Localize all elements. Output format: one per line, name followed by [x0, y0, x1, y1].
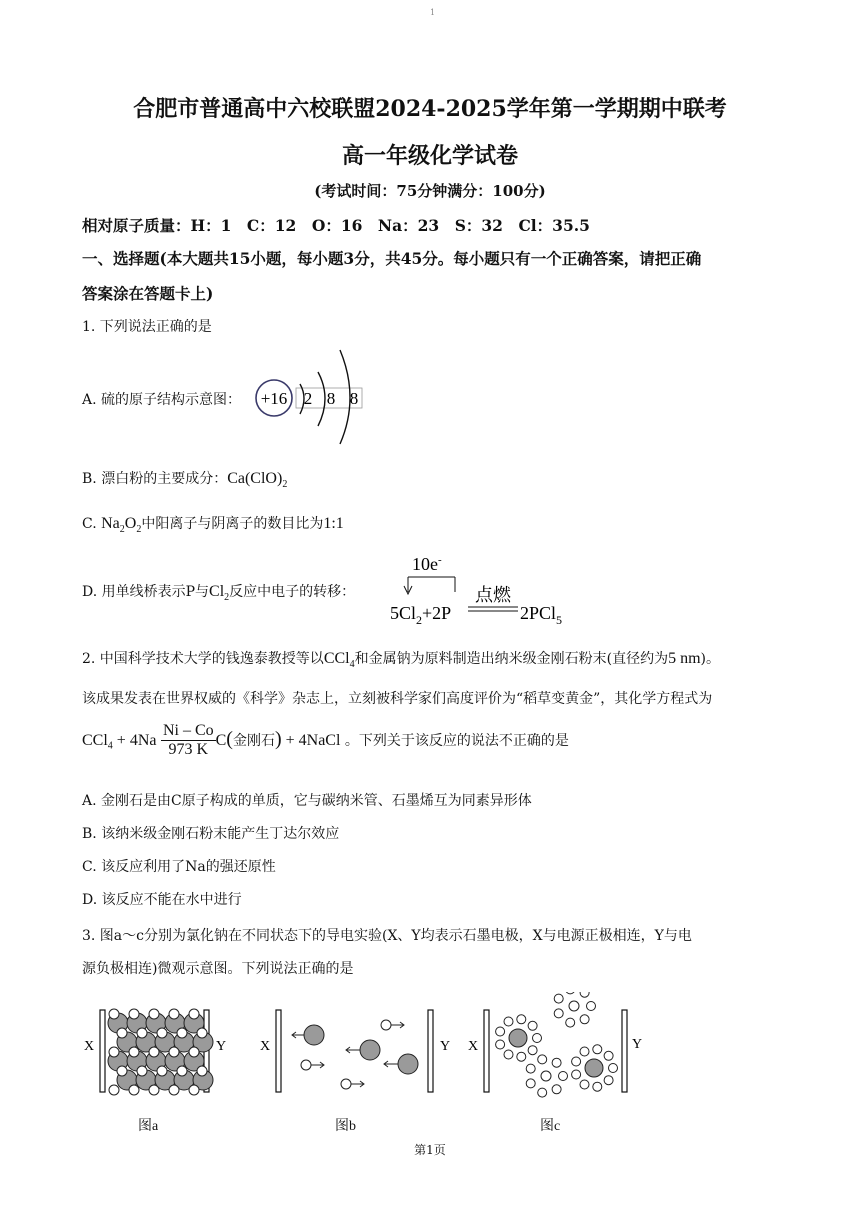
water-molecule [593, 1045, 602, 1054]
eq-nacl: + 4NaCl [281, 731, 341, 749]
eq-carbon: C [215, 731, 227, 749]
water-molecule [496, 1040, 505, 1049]
lattice-ion-small [169, 1047, 179, 1057]
figure-b-caption: 图b [335, 1119, 356, 1134]
product: 2PCl$_5$ [520, 603, 563, 627]
eq-diamond: 金刚石 [232, 732, 275, 749]
electrode-y-label: Y [632, 1037, 643, 1052]
lattice-ion-small [189, 1085, 199, 1095]
electron-transfer-equation [386, 548, 586, 630]
water-molecule [580, 1015, 589, 1024]
lattice-ion-small [189, 1009, 199, 1019]
q2-line1: 2. 中国科学技术大学的钱逸泰教授等以CCl$_4$和金属钠为原料制造出纳米级金刚石粉末(直径约为5 nm)。 [82, 650, 720, 670]
q2-line2: 该成果发表在世界权威的《科学》杂志上，立刻被科学家们高度评价为“稻草变黄金”，其化学方程式为 [82, 691, 713, 707]
q2-option-b: B. 该纳米级金刚石粉末能产生丁达尔效应 [82, 826, 340, 842]
figure-a-caption: 图a [138, 1119, 159, 1134]
chloride-ion [381, 1020, 391, 1030]
lattice-ion-small [197, 1066, 207, 1076]
water-molecule [559, 1072, 568, 1081]
q2-option-a: A. 金刚石是由C原子构成的单质，它与碳纳米管、石墨烯互为同素异形体 [82, 793, 532, 809]
shell-arc-3 [340, 350, 350, 444]
q1-option-b-label: B. 漂白粉的主要成分： [82, 471, 228, 487]
lattice-ion-small [117, 1028, 127, 1038]
o-symbol: O [124, 515, 137, 532]
lattice-ion-small [129, 1009, 139, 1019]
q1-option-d-text: 反应中电子的转移： [229, 584, 356, 600]
reactants: $5Cl_2+2P$ [390, 603, 452, 627]
sodium-ion [398, 1054, 418, 1074]
electrode-y-label: Y [440, 1039, 451, 1054]
sodium-ion [509, 1029, 527, 1047]
water-molecule [580, 1080, 589, 1089]
lattice-ion-small [157, 1028, 167, 1038]
atomic-masses: 相对原子质量：H：1 C：12 O：16 Na：23 S：32 Cl：35.5 [82, 216, 590, 235]
lattice-ion-small [177, 1028, 187, 1038]
q1-option-b [82, 468, 287, 490]
water-molecule [593, 1082, 602, 1091]
water-molecule [504, 1050, 513, 1059]
eq-catalyst: Ni – Co [161, 722, 216, 741]
figure-a-solid-nacl [80, 998, 240, 1108]
water-molecule [552, 1085, 561, 1094]
hydrated-ions [496, 992, 618, 1097]
lattice-ion-small [117, 1066, 127, 1076]
water-molecule [566, 1018, 575, 1027]
chloride-ion [301, 1060, 311, 1070]
lattice-ion-small [169, 1009, 179, 1019]
q1-option-c-ratio: 1:1 [323, 515, 344, 532]
nacl-lattice [108, 1009, 213, 1095]
water-molecule [580, 992, 589, 997]
exam-info: (考试时间：75分钟满分：100分) [314, 182, 546, 200]
shell-1-count: 2 [303, 389, 313, 408]
lattice-ion-small [137, 1028, 147, 1038]
eq-na: + 4Na [112, 731, 157, 749]
water-molecule [538, 1055, 547, 1064]
water-molecule [526, 1079, 535, 1088]
electrode-x-label: X [260, 1039, 271, 1054]
electron-count-label: 10e- [412, 554, 442, 574]
lattice-ion-small [149, 1009, 159, 1019]
q2-equation: CCl$_4$ + 4Na $\frac{Ni - Co}{973 K}$ C(金刚石) + 4NaCl 。下列关于该反应的说法不正确的是 [82, 722, 569, 759]
water-molecule [533, 1034, 542, 1043]
shell-2-count: 8 [326, 389, 336, 408]
sodium-ion [585, 1059, 603, 1077]
shell-3-count: 8 [349, 389, 359, 408]
sulfur-atom-structure-diagram [248, 344, 368, 446]
reaction-condition: 点燃 [475, 585, 511, 606]
na-subscript: 2 [119, 523, 125, 535]
q2-option-d: D. 该反应不能在水中进行 [82, 892, 242, 908]
lattice-ion-small [137, 1066, 147, 1076]
page-footer: 第1页 [414, 1143, 446, 1157]
page-marker: 1 [430, 8, 436, 17]
q1-option-d-label: D. 用单线桥表示P与 [82, 584, 210, 600]
shell-arc-2 [318, 372, 325, 426]
q1-option-a-label: A. 硫的原子结构示意图： [82, 392, 242, 408]
water-molecule [552, 1058, 561, 1067]
q1-option-b-sub: 2 [282, 478, 288, 490]
exam-title: 合肥市普通高中六校联盟2024-2025学年第一学期期中联考 [133, 96, 727, 122]
na-symbol: Na [101, 515, 120, 532]
o-subscript: 2 [136, 523, 142, 535]
lattice-ion-small [197, 1028, 207, 1038]
water-molecule [580, 1047, 589, 1056]
section-heading-line2: 答案涂在答题卡上) [82, 284, 214, 303]
cl-symbol: Cl [209, 583, 225, 600]
sodium-ion [304, 1025, 324, 1045]
electrode-y-label: Y [216, 1039, 227, 1054]
electrode-y [428, 1010, 433, 1092]
water-molecule [604, 1051, 613, 1060]
chloride-ion [341, 1079, 351, 1089]
q2-option-c: C. 该反应利用了Na的强还原性 [82, 859, 276, 875]
electrode-x-label: X [468, 1039, 479, 1054]
water-molecule [528, 1021, 537, 1030]
water-molecule [572, 1070, 581, 1079]
water-molecule [538, 1088, 547, 1097]
electrode-y [622, 1010, 627, 1092]
lattice-ion-small [149, 1047, 159, 1057]
water-molecule [554, 994, 563, 1003]
figure-c-caption: 图c [540, 1119, 561, 1134]
lattice-ion-small [157, 1066, 167, 1076]
exam-subtitle: 高一年级化学试卷 [341, 143, 518, 169]
q1-option-c-text: 中阳离子与阴离子的数目比为 [141, 516, 324, 532]
lattice-ion-small [189, 1047, 199, 1057]
q1-stem: 1. 下列说法正确的是 [82, 319, 212, 335]
water-molecule [554, 1009, 563, 1018]
water-molecule [572, 1057, 581, 1066]
lattice-ion-small [149, 1085, 159, 1095]
section-heading-line1: 一、选择题(本大题共15小题，每小题3分，共45分。每小题只有一个正确答案，请把正确 [82, 249, 702, 268]
chloride-ion [569, 1001, 579, 1011]
electrode-x [100, 1010, 105, 1092]
water-molecule [604, 1076, 613, 1085]
lattice-ion-small [177, 1066, 187, 1076]
figure-c-nacl-solution [464, 992, 664, 1108]
water-molecule [526, 1064, 535, 1073]
eq-tail: 。下列关于该反应的说法不正确的是 [344, 732, 569, 749]
water-molecule [496, 1027, 505, 1036]
eq-temperature: 973 K [168, 741, 209, 759]
water-molecule [587, 1002, 596, 1011]
nucleus-charge: +16 [260, 389, 288, 408]
water-molecule [528, 1046, 537, 1055]
lattice-ion-small [109, 1047, 119, 1057]
q1-option-c [82, 513, 344, 535]
cl-subscript: 2 [224, 591, 230, 603]
q3-line1: 3. 图a～c分别为氯化钠在不同状态下的导电实验(X、Y均表示石墨电极，X与电源正极相连，Y与电 [82, 928, 692, 944]
q3-line2: 源负极相连)微观示意图。下列说法正确的是 [82, 961, 354, 977]
eq-condition-fraction [161, 722, 216, 760]
figure-b-molten-nacl [256, 998, 456, 1108]
electrode-x [276, 1010, 281, 1092]
q1-option-b-formula: Ca(ClO) [227, 470, 283, 487]
chloride-ion [541, 1071, 551, 1081]
eq-ccl: CCl [82, 731, 108, 749]
lattice-ion-small [109, 1085, 119, 1095]
water-molecule [609, 1064, 618, 1073]
q1-option-c-prefix: C. [82, 516, 102, 532]
lattice-ion-small [129, 1047, 139, 1057]
sodium-ion [360, 1040, 380, 1060]
water-molecule [517, 1052, 526, 1061]
electrode-x [484, 1010, 489, 1092]
water-molecule [517, 1015, 526, 1024]
lattice-ion-small [109, 1009, 119, 1019]
water-molecule [566, 992, 575, 994]
q1-option-d [82, 581, 355, 603]
electrode-x-label: X [84, 1039, 95, 1054]
water-molecule [504, 1017, 513, 1026]
lattice-ion-small [169, 1085, 179, 1095]
lattice-ion-small [129, 1085, 139, 1095]
